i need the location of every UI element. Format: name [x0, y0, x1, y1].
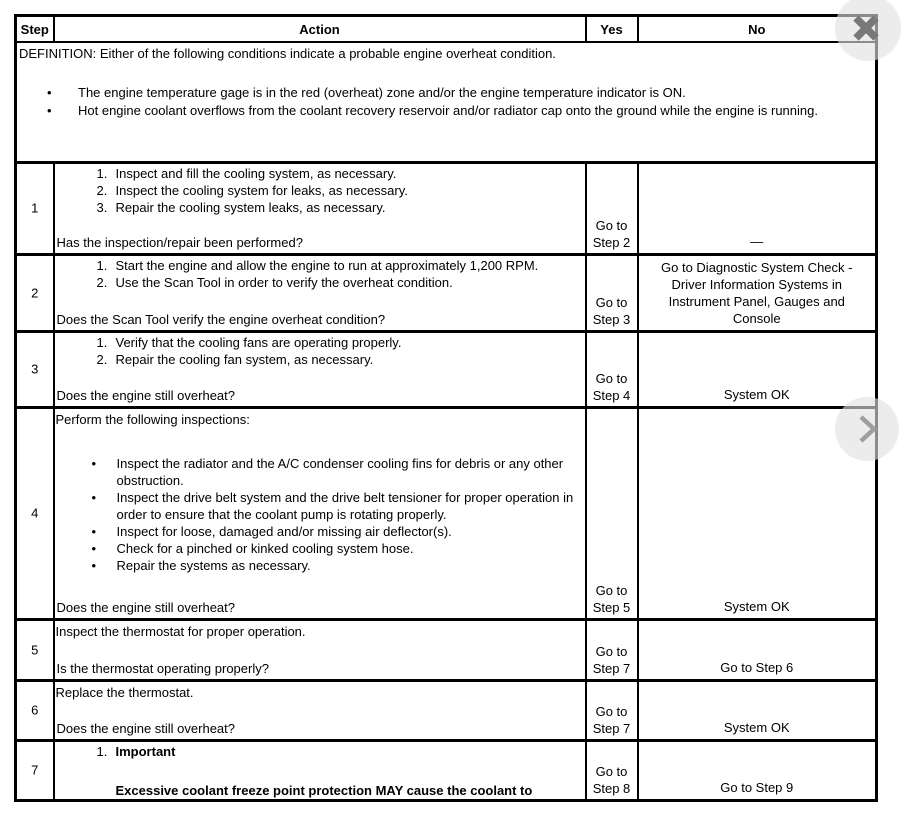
step-number: 2: [31, 285, 39, 300]
table-row: [16, 407, 877, 619]
list-item: • Inspect the radiator and the A/C condenser cooling fins for debris or any other obstruction.: [91, 455, 564, 488]
no-cell: System OK: [723, 719, 790, 735]
list-item: 2. Repair the cooling fan system, as necessary.: [96, 351, 374, 367]
action-list: [55, 333, 585, 368]
yes-cell: Go to Step 4: [592, 370, 631, 403]
header-step: Step: [16, 16, 54, 43]
list-item: 1. Important: [96, 743, 176, 759]
list-item: • Hot engine coolant overflows from the coolant recovery reservoir and/or radiator cap onto the ground while the engine is running.: [47, 103, 818, 118]
number-marker: 3.: [96, 199, 108, 215]
definition-text: DEFINITION: Either of the following conditions indicate a probable engine overheat condition.: [19, 46, 556, 61]
step-question: Does the engine still overheat?: [56, 387, 236, 403]
list-item: 2. Use the Scan Tool in order to verify the overheat condition.: [96, 274, 453, 290]
table-row: [16, 162, 877, 254]
yes-cell: Go to Step 7: [592, 643, 631, 676]
list-item: 1. Inspect and fill the cooling system, as necessary.: [96, 165, 397, 181]
action-intro: Perform the following inspections:: [55, 411, 250, 427]
action-list: [55, 256, 585, 291]
list-item: 2. Inspect the cooling system for leaks, as necessary.: [96, 182, 408, 198]
step-number: 4: [31, 505, 39, 521]
step-number: 3: [31, 361, 39, 377]
table-row: [16, 619, 877, 680]
no-cell: System OK: [723, 386, 790, 402]
step-question: Does the engine still overheat?: [56, 599, 236, 615]
no-cell: —: [750, 233, 764, 249]
action-continuation: Excessive coolant freeze point protection MAY cause the coolant to: [115, 782, 533, 798]
bullet-marker: •: [47, 85, 52, 100]
action-list: [55, 164, 585, 216]
number-marker: 1.: [96, 743, 108, 759]
definition-bullet-list: [19, 84, 873, 120]
list-item: 1. Start the engine and allow the engine to run at approximately 1,200 RPM.: [96, 257, 539, 273]
action-list: [55, 742, 585, 760]
yes-cell: Go to Step 2: [592, 217, 631, 250]
table-row: [16, 680, 877, 740]
list-item: 1. Verify that the cooling fans are operating properly.: [96, 334, 402, 350]
no-cell: System OK: [723, 598, 790, 614]
step-question: Does the Scan Tool verify the engine overheat condition?: [56, 311, 386, 327]
number-marker: 1.: [96, 334, 108, 350]
step-question: Is the thermostat operating properly?: [56, 660, 269, 676]
step-question: Does the engine still overheat?: [56, 720, 236, 736]
header-no: No: [638, 16, 877, 43]
yes-cell: Go to Step 7: [592, 703, 631, 736]
action-list: [55, 455, 585, 574]
bullet-marker: •: [91, 540, 97, 556]
step-number: 1: [31, 200, 39, 216]
number-marker: 2.: [96, 274, 108, 290]
no-cell: Go to Diagnostic System Check - Driver Information Systems in Instrument Panel, Gauges and Console: [661, 259, 853, 326]
bullet-marker: •: [47, 103, 52, 118]
step-number: 7: [31, 762, 39, 778]
table-row: [16, 331, 877, 407]
list-item: • Inspect the drive belt system and the drive belt tensioner for proper operation in order to ensure that the coolant pump is rotating properly.: [91, 489, 574, 522]
bullet-marker: •: [91, 557, 97, 573]
bullet-marker: •: [91, 523, 97, 539]
table-row: [16, 254, 877, 331]
chevron-right-icon[interactable]: [857, 413, 879, 445]
header-action: Action: [54, 16, 586, 43]
step-number: 6: [31, 702, 39, 718]
table-row: [16, 740, 877, 800]
number-marker: 2.: [96, 182, 108, 198]
bullet-marker: •: [91, 455, 97, 471]
number-marker: 1.: [96, 257, 108, 273]
yes-cell: Go to Step 5: [592, 582, 631, 615]
definition-row: [16, 42, 877, 162]
number-marker: 1.: [96, 165, 108, 181]
list-item: • The engine temperature gage is in the red (overheat) zone and/or the engine temperature indicator is ON.: [47, 85, 686, 100]
yes-cell: Go to Step 3: [592, 294, 631, 327]
table-header-row: [16, 16, 877, 43]
no-cell: Go to Step 6: [720, 659, 794, 675]
step-question: Has the inspection/repair been performed?: [56, 234, 303, 250]
list-item: • Repair the systems as necessary.: [91, 557, 311, 573]
close-icon[interactable]: [852, 14, 880, 42]
header-yes: Yes: [586, 16, 638, 43]
yes-cell: Go to Step 8: [592, 763, 631, 796]
action-intro: Inspect the thermostat for proper operation.: [55, 623, 306, 639]
action-intro: Replace the thermostat.: [55, 684, 194, 700]
number-marker: 2.: [96, 351, 108, 367]
step-number: 5: [31, 642, 39, 657]
list-item: 3. Repair the cooling system leaks, as necessary.: [96, 199, 386, 215]
list-item: • Check for a pinched or kinked cooling system hose.: [91, 540, 414, 556]
no-cell: Go to Step 9: [720, 779, 794, 795]
bullet-marker: •: [91, 489, 97, 505]
list-item: • Inspect for loose, damaged and/or missing air deflector(s).: [91, 523, 452, 539]
diagnostic-table: [14, 14, 878, 802]
